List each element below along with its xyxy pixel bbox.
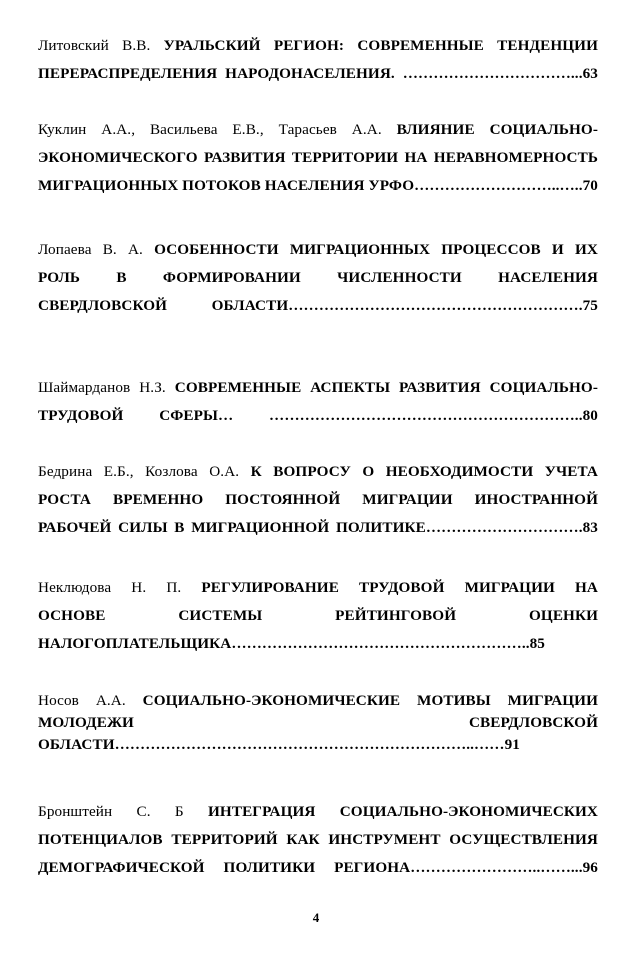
toc-line	[38, 826, 598, 854]
toc-line	[38, 144, 598, 172]
toc-line	[38, 172, 598, 200]
entry-title: ОСНОВЕ СИСТЕМЫ РЕЙТИНГОВОЙ ОЦЕНКИ	[38, 607, 598, 624]
entry-title: СОЦИАЛЬНО-ЭКОНОМИЧЕСКИЕ МОТИВЫ МИГРАЦИИ	[125, 692, 598, 709]
entry-title: К ВОПРОСУ О НЕОБХОДИМОСТИ УЧЕТА	[239, 463, 598, 480]
entry-author: Литовский В.В.	[38, 37, 151, 54]
entry-title: ОБЛАСТИ……………………………………………………………..……91	[38, 736, 520, 753]
toc-entry	[38, 374, 598, 430]
toc-line	[38, 458, 598, 486]
entry-title: СВЕРДЛОВСКОЙ ОБЛАСТИ………………………………………………….75	[38, 297, 598, 314]
toc-entry	[38, 798, 598, 882]
entry-author: Шаймарданов Н.З.	[38, 379, 166, 396]
toc-line	[38, 292, 598, 320]
toc-line	[38, 486, 598, 514]
entry-title: ОСОБЕННОСТИ МИГРАЦИОННЫХ ПРОЦЕССОВ И ИХ	[142, 241, 598, 258]
entry-author: Бронштейн С. Б	[38, 803, 184, 820]
toc-line	[38, 574, 598, 602]
entry-title: РОСТА ВРЕМЕННО ПОСТОЯННОЙ МИГРАЦИИ ИНОСТРАННОЙ	[38, 491, 598, 508]
entry-title: НАЛОГОПЛАТЕЛЬЩИКА…………………………………………………..85	[38, 635, 546, 652]
page-number: 4	[312, 910, 320, 925]
entry-title: УРАЛЬСКИЙ РЕГИОН: СОВРЕМЕННЫЕ ТЕНДЕНЦИИ	[150, 37, 598, 54]
toc-line	[38, 402, 598, 430]
entry-title: МОЛОДЕЖИ СВЕРДЛОВСКОЙ	[38, 714, 598, 731]
toc-entry	[38, 690, 598, 756]
entry-author: Лопаева В. А.	[38, 241, 143, 258]
entry-title: РЕГУЛИРОВАНИЕ ТРУДОВОЙ МИГРАЦИИ НА	[181, 579, 598, 596]
toc-entry	[38, 32, 598, 88]
entry-title: МИГРАЦИОННЫХ ПОТОКОВ НАСЕЛЕНИЯ УРФО………………………..…..70	[38, 177, 598, 194]
entry-title: РОЛЬ В ФОРМИРОВАНИИ ЧИСЛЕННОСТИ НАСЕЛЕНИЯ	[38, 269, 598, 286]
toc-line	[38, 712, 598, 734]
toc-line	[38, 264, 598, 292]
entry-title: ТРУДОВОЙ СФЕРЫ… ……………………………………………………..80	[38, 407, 598, 424]
toc-line	[38, 798, 598, 826]
toc-line	[38, 374, 598, 402]
toc-line	[38, 514, 598, 542]
toc-entry	[38, 116, 598, 200]
toc-line	[38, 60, 598, 88]
entry-title: ВЛИЯНИЕ СОЦИАЛЬНО-	[381, 121, 598, 138]
entry-author: Бедрина Е.Б., Козлова О.А.	[38, 463, 240, 480]
toc-entry	[38, 236, 598, 320]
toc-line	[38, 630, 598, 658]
entry-author: Носов А.А.	[38, 692, 126, 709]
entry-title: ПЕРЕРАСПРЕДЕЛЕНИЯ НАРОДОНАСЕЛЕНИЯ. ……………………………...63	[38, 65, 598, 82]
toc-line	[38, 236, 598, 264]
entry-title: СОВРЕМЕННЫЕ АСПЕКТЫ РАЗВИТИЯ СОЦИАЛЬНО-	[165, 379, 599, 396]
entry-title: ЭКОНОМИЧЕСКОГО РАЗВИТИЯ ТЕРРИТОРИИ НА НЕРАВНОМЕРНОСТЬ	[38, 149, 598, 166]
entry-author: Куклин А.А., Васильева Е.В., Тарасьев А.А.	[38, 121, 382, 138]
entry-title: ИНТЕГРАЦИЯ СОЦИАЛЬНО-ЭКОНОМИЧЕСКИХ	[183, 803, 598, 820]
entry-author: Неклюдова Н. П.	[38, 579, 182, 596]
toc-line	[38, 116, 598, 144]
toc-line	[38, 690, 598, 712]
entry-title: ПОТЕНЦИАЛОВ ТЕРРИТОРИЙ КАК ИНСТРУМЕНТ ОСУЩЕСТВЛЕНИЯ	[38, 831, 598, 848]
entry-title: РАБОЧЕЙ СИЛЫ В МИГРАЦИОННОЙ ПОЛИТИКЕ………………………….83	[38, 519, 598, 536]
toc-line	[38, 32, 598, 60]
toc-line	[38, 854, 598, 882]
entry-title: ДЕМОГРАФИЧЕСКОЙ ПОЛИТИКИ РЕГИОНА……………………..……...96	[38, 859, 598, 876]
toc-line	[38, 734, 598, 756]
toc-entry	[38, 458, 598, 542]
toc-entry	[38, 574, 598, 658]
toc-line	[38, 602, 598, 630]
